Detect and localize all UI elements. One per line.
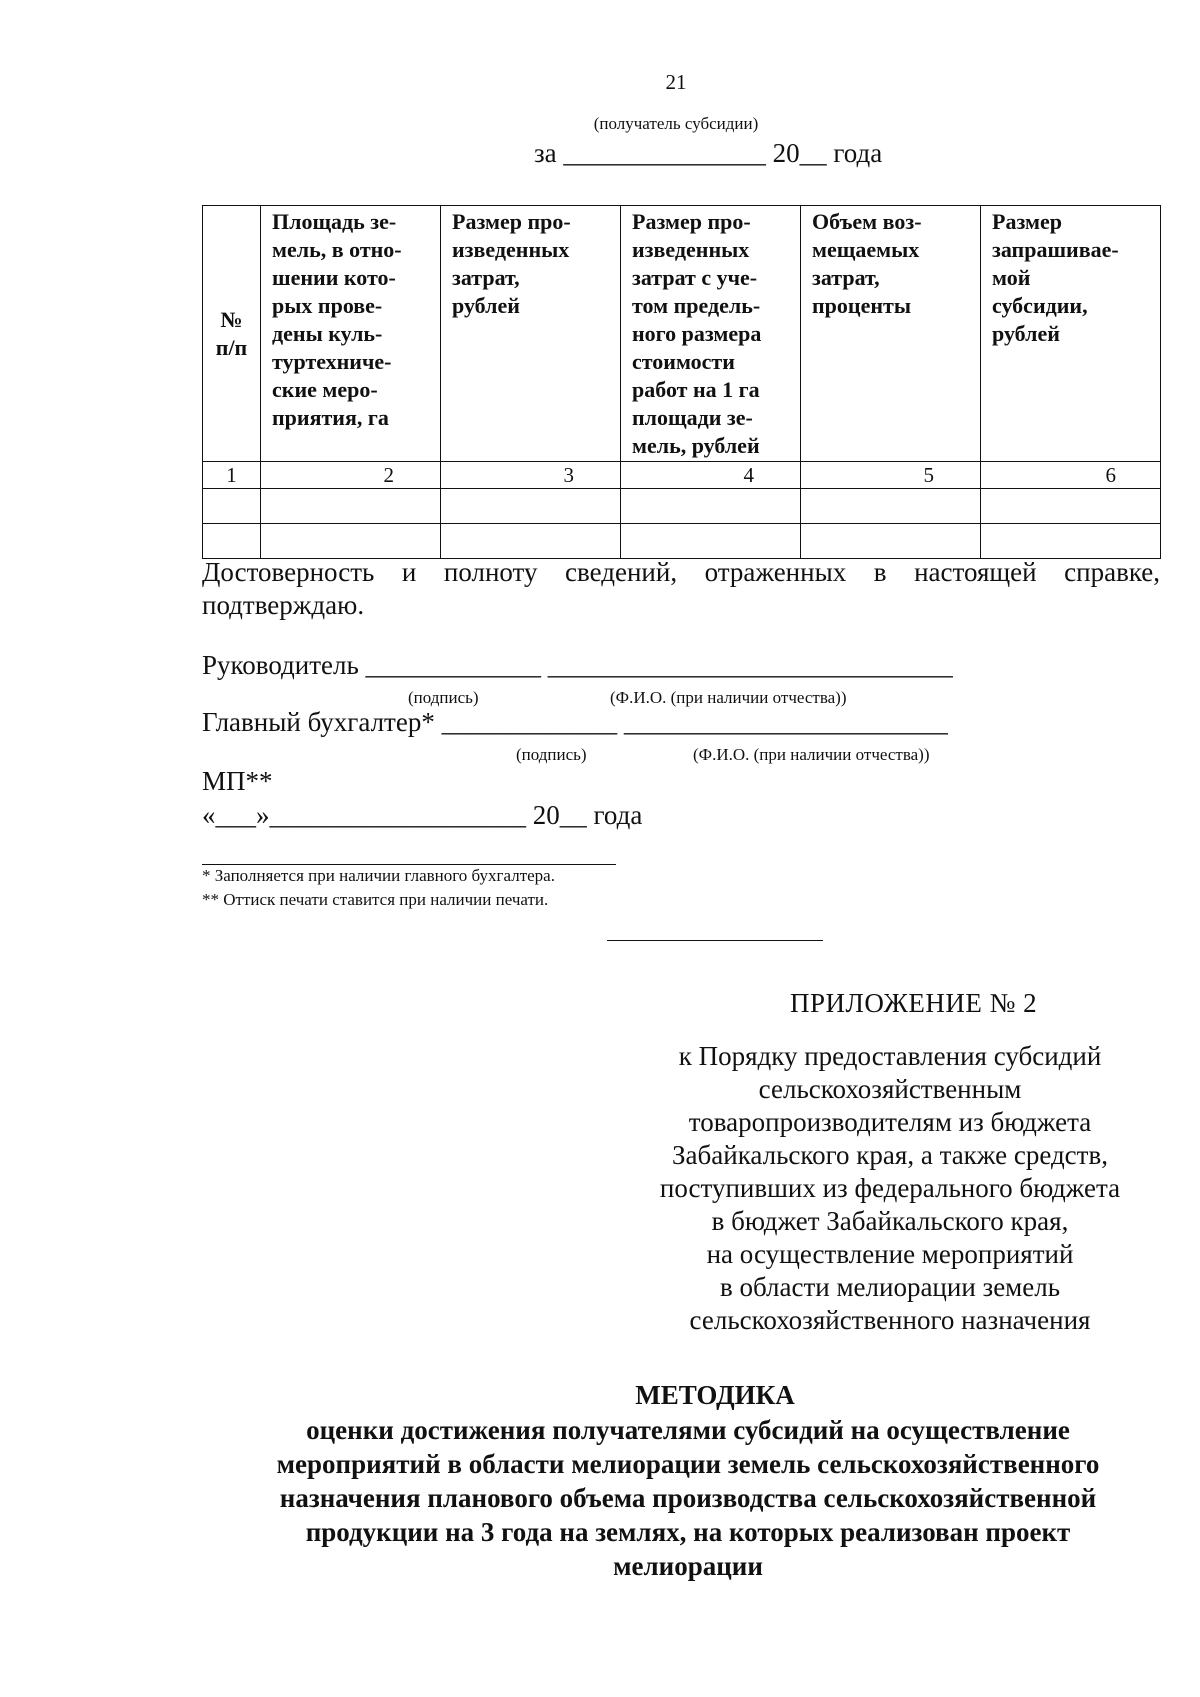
header-line: туртехниче-	[272, 349, 392, 374]
column-number: 4	[621, 462, 801, 489]
header-line: Размер про-	[632, 209, 751, 234]
column-number: 6	[981, 462, 1161, 489]
header-line: рублей	[452, 293, 520, 318]
table-cell	[203, 489, 261, 524]
header-line: мой	[992, 265, 1031, 290]
table-cell	[801, 524, 981, 559]
appendix-title: ПРИЛОЖЕНИЕ № 2	[790, 988, 1038, 1018]
header-line: мель, рублей	[632, 433, 760, 458]
header-line: запрашивае-	[992, 237, 1119, 262]
header-line: дены куль-	[272, 321, 383, 346]
appendix-reference-line: в бюджет Забайкальского края,	[711, 1206, 1069, 1236]
table-cell	[981, 524, 1161, 559]
header-requested-subsidy	[981, 206, 1161, 462]
column-number-row	[203, 462, 1161, 489]
table-cell	[981, 489, 1161, 524]
header-costs-incurred	[441, 206, 621, 462]
appendix-reference-line: сельскохозяйственного назначения	[689, 1305, 1091, 1335]
table-cell	[441, 489, 621, 524]
reporting-period-line: за _______________ 20__ года	[534, 138, 883, 168]
table-cell	[801, 489, 981, 524]
accountant-signature-caption: (подпись)	[516, 745, 587, 764]
signature-date-line: «___»___________________ 20__ года	[202, 800, 643, 830]
column-number: 5	[801, 462, 981, 489]
accountant-signature-line: Главный бухгалтер* _____________ ________________________	[202, 707, 948, 737]
methodology-subtitle-line: продукции на 3 года на землях, на которых реализован проект	[305, 1517, 1071, 1547]
header-line: затрат с уче-	[632, 265, 758, 290]
methodology-subtitle-line: оценки достижения получателями субсидий на осуществление	[306, 1415, 1070, 1445]
table-cell	[621, 489, 801, 524]
methodology-subtitle-line: мероприятий в области мелиорации земель сельскохозяйственного	[276, 1449, 1100, 1479]
header-row-number	[203, 206, 261, 462]
header-line: затрат,	[812, 265, 880, 290]
header-line: том предель-	[632, 293, 761, 318]
table-cell	[621, 524, 801, 559]
header-line: шении кото-	[272, 265, 396, 290]
methodology-title: МЕТОДИКА	[635, 1380, 795, 1410]
stamp-mark: МП**	[202, 766, 273, 796]
column-number: 2	[261, 462, 441, 489]
header-line: изведенных	[632, 237, 750, 262]
subsidy-report-table	[202, 205, 1161, 559]
header-line: площади зе-	[632, 405, 753, 430]
certification-statement: Достоверность и полноту сведений, отраженных в настоящей справке, подтверждаю.	[202, 557, 1160, 620]
header-line: ские меро-	[272, 377, 378, 402]
methodology-subtitle	[230, 1413, 1146, 1583]
page-number: 21	[665, 70, 687, 94]
table-cell	[261, 489, 441, 524]
header-line: ного размера	[632, 321, 762, 346]
table-cell	[441, 524, 621, 559]
header-line: приятия, га	[272, 405, 389, 430]
header-land-area	[261, 206, 441, 462]
header-line: Размер про-	[452, 209, 571, 234]
table-header-row	[203, 206, 1161, 462]
header-row-number-line: п/п	[215, 334, 248, 360]
header-line: затрат,	[452, 265, 520, 290]
appendix-reference-line: товаропроизводителям из бюджета	[688, 1107, 1092, 1137]
header-line: работ на 1 га	[632, 377, 760, 402]
appendix-reference-line: к Порядку предоставления субсидий	[678, 1041, 1102, 1071]
appendix-reference-line: в области мелиорации земель	[719, 1272, 1061, 1302]
table-row	[203, 489, 1161, 524]
footnote-stamp: ** Оттиск печати ставится при наличии печати.	[202, 890, 549, 909]
footnote-separator	[202, 864, 616, 865]
header-line: рых прове-	[272, 293, 383, 318]
methodology-subtitle-line: мелиорации	[613, 1551, 763, 1581]
appendix-reference	[630, 1040, 1150, 1337]
table-cell	[203, 524, 261, 559]
header-reimbursed-share	[801, 206, 981, 462]
appendix-reference-line: на осуществление мероприятий	[706, 1239, 1074, 1269]
head-signature-caption: (подпись)	[408, 688, 479, 707]
section-divider	[607, 940, 823, 941]
header-line: стоимости	[632, 349, 735, 374]
head-name-caption: (Ф.И.О. (при наличии отчества))	[610, 688, 847, 707]
header-line: Объем воз-	[812, 209, 922, 234]
header-line: Размер	[992, 209, 1062, 234]
header-line: проценты	[812, 293, 912, 318]
accountant-name-caption: (Ф.И.О. (при наличии отчества))	[693, 745, 930, 764]
recipient-caption: (получатель субсидии)	[593, 114, 759, 133]
header-line: рублей	[992, 321, 1060, 346]
header-line: субсидии,	[992, 293, 1088, 318]
header-line: Площадь зе-	[272, 209, 397, 234]
header-line: мещаемых	[812, 237, 920, 262]
table-cell	[261, 524, 441, 559]
head-signature-line: Руководитель _____________ ______________________________	[202, 650, 953, 680]
column-number: 1	[203, 462, 261, 489]
header-line: мель, в отно-	[272, 237, 402, 262]
methodology-subtitle-line: назначения планового объема производства сельскохозяйственной	[279, 1483, 1097, 1513]
header-row-number-line: №	[220, 306, 243, 332]
header-line: изведенных	[452, 237, 570, 262]
footnote-accountant: * Заполняется при наличии главного бухгалтера.	[202, 866, 555, 885]
appendix-reference-line: Забайкальского края, а также средств,	[672, 1140, 1108, 1170]
column-number: 3	[441, 462, 621, 489]
appendix-reference-line: поступивших из федерального бюджета	[659, 1173, 1121, 1203]
table-row	[203, 524, 1161, 559]
header-costs-with-limit	[621, 206, 801, 462]
appendix-reference-line: сельскохозяйственным	[758, 1074, 1022, 1104]
